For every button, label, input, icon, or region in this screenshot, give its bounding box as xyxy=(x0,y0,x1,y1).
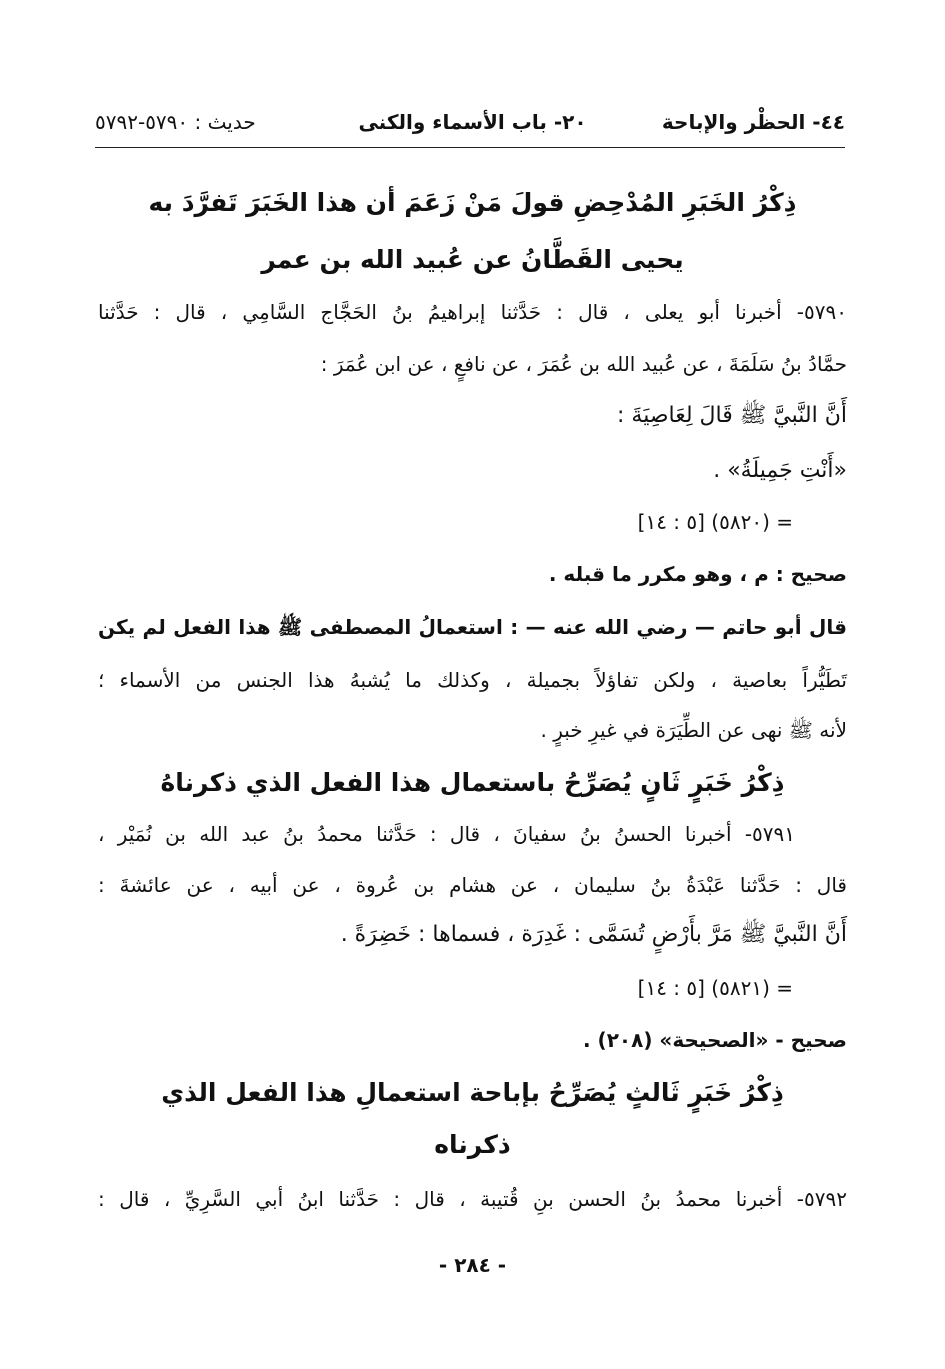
hadith-5791-line-2: قال : حَدَّثنا عَبْدَةُ بنُ سليمان ، عن هشام بن عُروة ، عن أبيه ، عن عائشةَ : xyxy=(98,873,847,897)
hadith-5791-grading: صحيح - «الصحيحة» (٢٠٨) . xyxy=(582,1028,847,1052)
page-number: - ٢٨٤ - xyxy=(438,1253,507,1277)
hadith-5790-quote: «أَنْتِ جَمِيلَةُ» . xyxy=(713,458,847,483)
hadith-5790-line-1: ٥٧٩٠- أخبرنا أبو يعلى ، قال : حَدَّثنا إبراهيمُ بنُ الحَجَّاج السَّامِي ، قال : حَدَّثنا xyxy=(98,300,847,324)
section-title-1b: يحيى القَطَّانُ عن عُبيد الله بن عمر xyxy=(261,245,684,274)
hadith-5790-grading: صحيح : م ، وهو مكرر ما قبله . xyxy=(548,562,847,586)
hadith-5791-reference: = (٥٨٢١) [٥ : ١٤] xyxy=(637,976,793,1000)
hadith-5790-line-2: حمَّادُ بنُ سَلَمَةَ ، عن عُبيد الله بن عُمَرَ ، عن نافعٍ ، عن ابن عُمَرَ : xyxy=(320,352,847,376)
running-header-chapter: ٤٤- الحظْر والإباحة xyxy=(661,110,845,134)
hadith-5792-line-1: ٥٧٩٢- أخبرنا محمدُ بنُ الحسن بنِ قُتيبة ، قال : حَدَّثنا ابنُ أبي السَّرِيِّ ، قال : xyxy=(98,1187,847,1211)
header-rule xyxy=(95,147,845,148)
hadith-5791-line-1: ٥٧٩١- أخبرنا الحسنُ بنُ سفيانَ ، قال : حَدَّثنا محمدُ بنُ عبد الله بن نُمَيْر ، xyxy=(98,822,795,846)
commentary-line-3: لأنه ﷺ نهى عن الطِّيَرَة في غيرِ خبرٍ . xyxy=(540,718,847,742)
commentary-line-1: قال أبو حاتم — رضي الله عنه — : استعمالُ المصطفى ﷺ هذا الفعل لم يكن xyxy=(98,615,847,639)
running-header-hadith-range: حديث : ٥٧٩٠-٥٧٩٢ xyxy=(95,110,256,134)
commentary-line-2: تَطَيُّراً بعاصية ، ولكن تفاؤلاً بجميلة ، وكذلك ما يُشبهُ هذا الجنس من الأسماء ؛ xyxy=(98,668,847,692)
hadith-5791-matn: أَنَّ النَّبيَّ ﷺ مَرَّ بأَرْضٍ تُسَمَّى : غَدِرَة ، فسماها : خَضِرَةً . xyxy=(340,922,847,947)
section-title-3b: ذكرناه xyxy=(434,1130,511,1159)
section-title-1a: ذِكْرُ الخَبَرِ المُدْحِضِ قولَ مَنْ زَعَمَ أن هذا الخَبَرَ تَفرَّدَ به xyxy=(148,188,797,217)
hadith-5790-reference: = (٥٨٢٠) [٥ : ١٤] xyxy=(637,510,793,534)
hadith-5790-matn: أَنَّ النَّبيَّ ﷺ قَالَ لِعَاصِيَةَ : xyxy=(617,403,847,428)
section-title-3a: ذِكْرُ خَبَرٍ ثَالثٍ يُصَرِّحُ بإباحة استعمالِ هذا الفعل الذي xyxy=(161,1078,784,1107)
section-title-2: ذِكْرُ خَبَرٍ ثَانٍ يُصَرِّحُ باستعمال هذا الفعل الذي ذكرناهُ xyxy=(160,768,785,797)
running-header-section: ٢٠- باب الأسماء والكنى xyxy=(358,110,587,134)
